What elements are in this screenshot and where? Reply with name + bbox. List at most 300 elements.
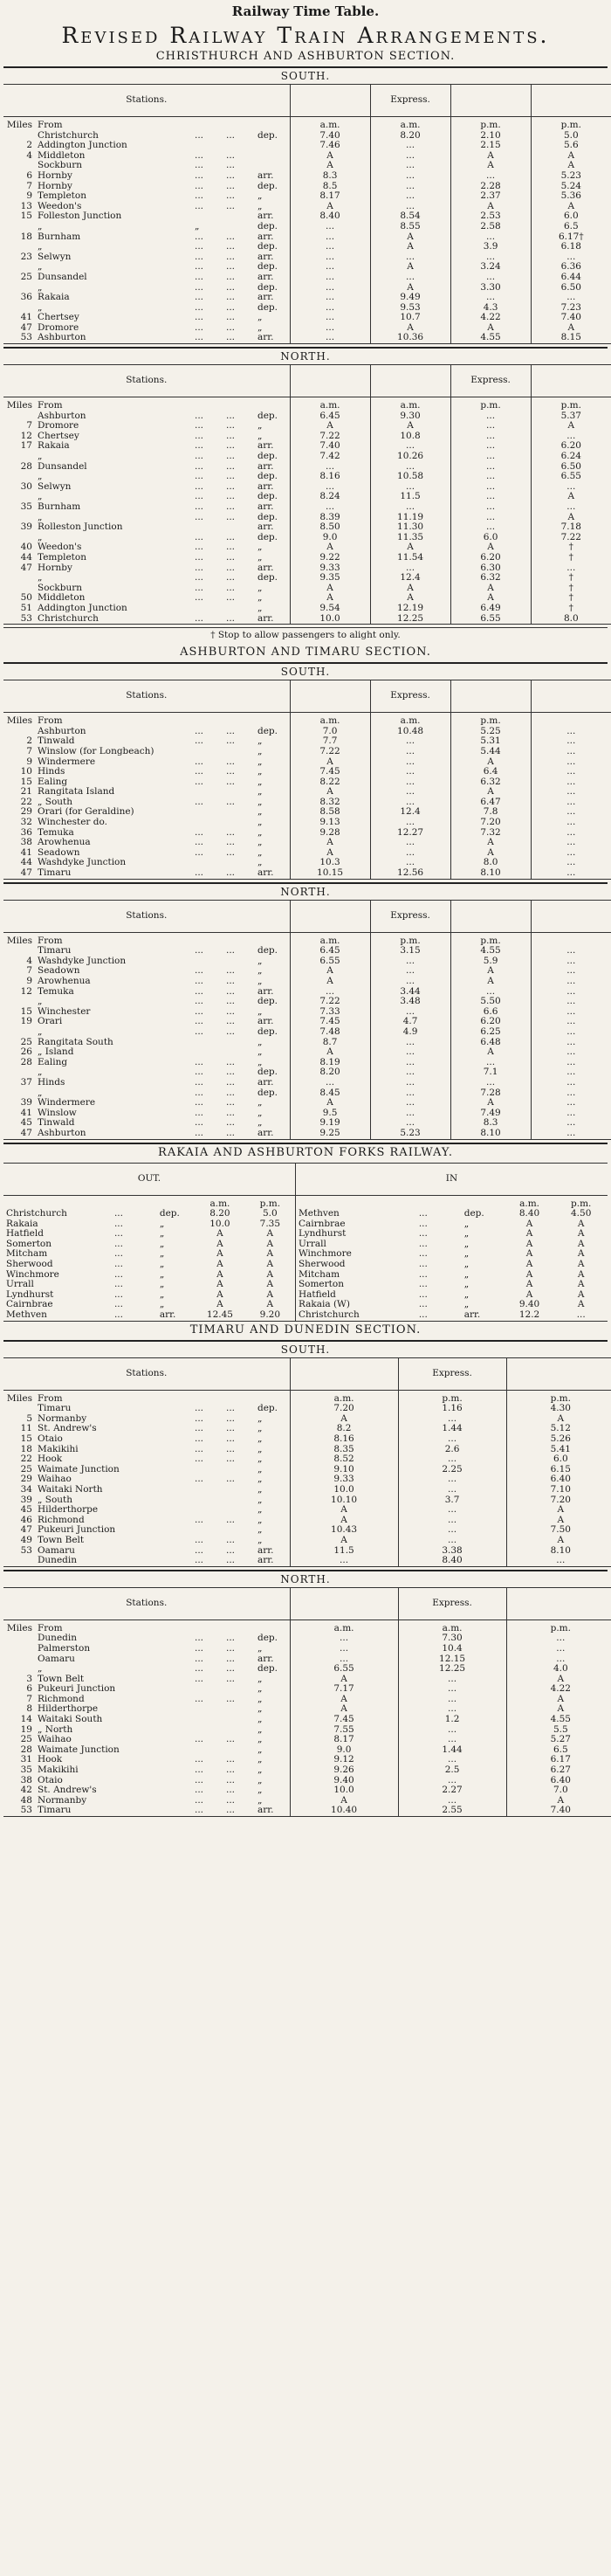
unit-cell: a.m. bbox=[370, 117, 450, 131]
time-cell: A bbox=[450, 593, 531, 604]
time-cell: 7.42 bbox=[290, 452, 370, 462]
table-row bbox=[3, 858, 611, 868]
filler-cell: ... bbox=[226, 130, 236, 141]
time-cell: ... bbox=[370, 1098, 450, 1108]
filler-cell: ... bbox=[195, 1654, 204, 1664]
time-cell: 2.53 bbox=[450, 211, 531, 222]
time-cell: 6.25 bbox=[450, 1027, 531, 1038]
time-cell: A bbox=[450, 202, 531, 212]
time-cell: 6.24 bbox=[531, 452, 611, 462]
miles-cell: 19 bbox=[20, 1017, 32, 1027]
filler-cell: ... bbox=[195, 1057, 204, 1067]
filler-cell: ... bbox=[195, 1088, 204, 1098]
station-cell: Christchurch bbox=[295, 1310, 415, 1321]
filler-cell: ... bbox=[226, 1077, 236, 1088]
miles-cell: 18 bbox=[20, 231, 32, 242]
miles-cell: Miles bbox=[6, 1622, 32, 1633]
column-header bbox=[531, 85, 611, 117]
time-cell: A bbox=[216, 1289, 223, 1300]
station-cell: Otaio bbox=[38, 1775, 63, 1785]
filler-cell: ... bbox=[226, 1643, 236, 1654]
time-cell: A bbox=[290, 584, 370, 594]
table-row bbox=[3, 397, 611, 411]
time-cell: 11.5 bbox=[290, 1546, 398, 1557]
column-header bbox=[450, 900, 531, 932]
table-row bbox=[3, 1654, 611, 1665]
miles-cell: Miles bbox=[6, 400, 32, 411]
time-cell: ... bbox=[450, 171, 531, 182]
miles-cell: 47 bbox=[20, 1525, 32, 1536]
filler-cell: ... bbox=[195, 1664, 204, 1675]
station-cell: Hinds bbox=[38, 1077, 65, 1088]
filler-cell: „ bbox=[257, 431, 263, 441]
table-row bbox=[3, 303, 611, 314]
filler-cell: dep. bbox=[257, 532, 278, 542]
time-cell: A bbox=[290, 1505, 398, 1516]
time-cell: ... bbox=[531, 747, 611, 757]
time-cell: ... bbox=[370, 141, 450, 151]
time-cell: A bbox=[525, 1280, 533, 1290]
time-cell: 5.44 bbox=[450, 747, 531, 757]
time-cell: A bbox=[370, 323, 450, 334]
filler-cell bbox=[255, 1390, 290, 1404]
time-cell: A bbox=[266, 1289, 274, 1300]
time-cell: 7.1 bbox=[450, 1067, 531, 1078]
headline: Revised Railway Train Arrangements. bbox=[61, 23, 550, 48]
miles-cell: 25 bbox=[20, 1735, 32, 1745]
time-cell: 8.15 bbox=[531, 333, 611, 343]
filler-cell bbox=[223, 117, 255, 131]
station-cell: Dromore bbox=[38, 322, 79, 333]
miles-cell: Miles bbox=[6, 120, 32, 130]
filler-cell: ... bbox=[195, 411, 204, 421]
filler-cell: ... bbox=[226, 726, 236, 736]
time-cell: 4.55 bbox=[506, 1715, 611, 1725]
filler-cell: ... bbox=[195, 1785, 204, 1796]
time-cell: A bbox=[370, 421, 450, 432]
table-row bbox=[3, 1755, 611, 1765]
unit-cell: a.m. bbox=[290, 932, 370, 946]
filler-cell bbox=[192, 1725, 223, 1736]
filler-cell: ... bbox=[226, 161, 236, 171]
filler-cell: „ bbox=[257, 1724, 263, 1735]
table-row bbox=[3, 573, 611, 584]
filler-cell: arr. bbox=[257, 502, 274, 512]
filler-cell: „ bbox=[257, 1474, 263, 1485]
miles-cell bbox=[3, 131, 35, 142]
station-cell: „ bbox=[38, 282, 43, 293]
station-cell: „ bbox=[38, 532, 43, 542]
time-cell: A bbox=[450, 977, 531, 987]
filler-cell: ... bbox=[226, 593, 236, 604]
time-cell: 6.45 bbox=[290, 411, 370, 422]
filler-cell: dep. bbox=[257, 302, 278, 313]
filler-cell: ... bbox=[195, 333, 204, 343]
filler-cell bbox=[192, 141, 223, 151]
time-cell: 6.17 bbox=[506, 1755, 611, 1765]
station-cell: Waimate Junction bbox=[38, 1464, 120, 1474]
filler-cell: „ bbox=[257, 1674, 263, 1684]
time-cell: ... bbox=[290, 262, 370, 273]
filler-cell: ... bbox=[195, 977, 204, 986]
column-header bbox=[531, 365, 611, 397]
time-cell: 6.44 bbox=[531, 273, 611, 283]
table-header bbox=[3, 365, 611, 397]
filler-cell: „ bbox=[257, 1037, 263, 1047]
table-row bbox=[3, 1047, 611, 1058]
station-cell: Tinwald bbox=[38, 1118, 75, 1129]
miles-cell: 36 bbox=[20, 293, 32, 303]
table-row bbox=[3, 1300, 608, 1310]
filler-cell: ... bbox=[226, 1755, 236, 1765]
miles-cell: 47 bbox=[20, 868, 32, 879]
table-row bbox=[3, 1434, 611, 1445]
filler-cell: ... bbox=[195, 1806, 204, 1816]
filler-cell: ... bbox=[195, 293, 204, 303]
filler-cell: ... bbox=[226, 252, 236, 262]
filler-cell: ... bbox=[113, 1249, 123, 1260]
filler-cell: dep. bbox=[257, 411, 278, 421]
filler-cell: ... bbox=[226, 542, 236, 553]
filler-cell bbox=[192, 957, 223, 967]
filler-cell bbox=[223, 1485, 255, 1495]
miles-cell bbox=[3, 1664, 35, 1675]
column-header bbox=[290, 1357, 398, 1390]
time-cell: ... bbox=[290, 273, 370, 283]
time-cell: 8.5 bbox=[290, 182, 370, 192]
miles-cell: 7 bbox=[26, 746, 32, 756]
column-header: Express. bbox=[398, 1357, 506, 1390]
station-cell: Waihao bbox=[38, 1735, 72, 1745]
filler-cell: ... bbox=[195, 421, 204, 432]
time-cell: 7.48 bbox=[290, 1027, 370, 1038]
time-cell: ... bbox=[370, 502, 450, 513]
filler-cell: „ bbox=[159, 1249, 165, 1260]
filler-cell: arr. bbox=[257, 272, 274, 282]
time-cell: 6.32 bbox=[450, 573, 531, 584]
time-cell: A bbox=[506, 1516, 611, 1526]
filler-cell: ... bbox=[195, 1556, 204, 1566]
filler-cell bbox=[192, 604, 223, 614]
time-cell: 7.45 bbox=[290, 767, 370, 777]
miles-cell: 18 bbox=[20, 1444, 32, 1454]
time-cell: 9.0 bbox=[290, 1745, 398, 1756]
stations-header: Stations. bbox=[3, 680, 290, 713]
time-cell: ... bbox=[398, 1434, 506, 1445]
filler-cell: ... bbox=[195, 191, 204, 202]
miles-cell: 38 bbox=[20, 1775, 32, 1785]
filler-cell: ... bbox=[418, 1239, 428, 1249]
section-rule bbox=[3, 1570, 608, 1571]
time-cell: ... bbox=[531, 838, 611, 848]
time-cell: ... bbox=[531, 1098, 611, 1108]
column-header bbox=[290, 900, 370, 932]
filler-cell: arr. bbox=[257, 1556, 274, 1566]
filler-cell: ... bbox=[195, 1118, 204, 1129]
filler-cell: ... bbox=[195, 1515, 204, 1525]
filler-cell: arr. bbox=[257, 211, 274, 222]
filler-cell: ... bbox=[226, 1785, 236, 1796]
filler-cell bbox=[223, 1038, 255, 1048]
filler-cell: ... bbox=[195, 1077, 204, 1088]
time-cell: 7.20 bbox=[506, 1495, 611, 1506]
time-cell: A bbox=[370, 232, 450, 243]
section-rule bbox=[3, 1143, 608, 1144]
station-cell: Rakaia bbox=[38, 441, 70, 452]
filler-cell: „ bbox=[257, 1434, 263, 1444]
time-cell: 12.27 bbox=[370, 828, 450, 839]
miles-cell: 28 bbox=[20, 1744, 32, 1755]
filler-cell: ... bbox=[226, 838, 236, 848]
miles-cell: 15 bbox=[20, 1434, 32, 1444]
time-cell: ... bbox=[531, 1007, 611, 1018]
time-cell: 12.25 bbox=[398, 1664, 506, 1675]
time-cell: 7.23 bbox=[531, 303, 611, 314]
filler-cell bbox=[255, 1619, 290, 1633]
miles-cell: 51 bbox=[20, 603, 32, 613]
miles-cell: 23 bbox=[20, 252, 32, 262]
miles-cell: 22 bbox=[20, 797, 32, 807]
filler-cell: ... bbox=[113, 1289, 123, 1300]
filler-cell: „ bbox=[257, 956, 263, 966]
station-cell: Waihao bbox=[38, 1474, 72, 1485]
time-cell: 8.20 bbox=[370, 131, 450, 142]
miles-cell bbox=[3, 1027, 35, 1038]
bottom-border bbox=[3, 344, 611, 345]
table-row bbox=[3, 1270, 608, 1281]
miles-cell: 3 bbox=[26, 1674, 32, 1684]
time-cell: 10.0 bbox=[290, 1785, 398, 1796]
filler-cell: ... bbox=[226, 231, 236, 242]
time-cell: ... bbox=[370, 1078, 450, 1088]
filler-cell: dep. bbox=[257, 492, 278, 502]
timetable-at-1 bbox=[3, 900, 611, 1140]
time-cell: 6.17† bbox=[531, 232, 611, 243]
time-cell: ... bbox=[398, 1474, 506, 1485]
time-cell: ... bbox=[531, 727, 611, 737]
table-row bbox=[3, 1619, 611, 1633]
miles-cell: 39 bbox=[20, 1098, 32, 1108]
time-cell: 5.36 bbox=[531, 191, 611, 202]
station-cell: Winchmore bbox=[295, 1249, 415, 1260]
time-cell: 10.36 bbox=[370, 333, 450, 343]
filler-cell bbox=[192, 807, 223, 818]
time-cell: A bbox=[450, 848, 531, 859]
time-cell: ... bbox=[450, 1078, 531, 1088]
station-cell: Templeton bbox=[38, 191, 86, 202]
station-cell: Hook bbox=[38, 1755, 63, 1765]
time-cell: ... bbox=[370, 273, 450, 283]
filler-cell: „ bbox=[257, 191, 263, 202]
filler-cell: „ bbox=[257, 1484, 263, 1495]
footnote: † Stop to allow passengers to alight only. bbox=[3, 627, 608, 640]
time-cell: ... bbox=[531, 1078, 611, 1088]
time-cell: A bbox=[290, 1796, 398, 1806]
time-cell: 6.55 bbox=[531, 472, 611, 482]
table-row bbox=[3, 1735, 611, 1745]
station-cell: „ bbox=[38, 1664, 43, 1675]
table-row bbox=[3, 848, 611, 859]
filler-cell: dep. bbox=[463, 1209, 484, 1219]
time-cell: 3.15 bbox=[370, 946, 450, 957]
station-cell: Hilderthorpe bbox=[38, 1505, 99, 1516]
time-cell: ... bbox=[531, 798, 611, 808]
station-cell: Sherwood bbox=[6, 1260, 53, 1270]
time-cell: A bbox=[290, 966, 370, 977]
table-row bbox=[3, 966, 611, 977]
station-cell: Methven bbox=[6, 1310, 47, 1321]
filler-cell: „ bbox=[257, 858, 263, 868]
station-cell: Selwyn bbox=[38, 252, 72, 262]
miles-cell: 30 bbox=[20, 481, 32, 492]
miles-cell bbox=[3, 997, 35, 1007]
time-cell: † bbox=[531, 593, 611, 604]
miles-cell: 31 bbox=[20, 1755, 32, 1765]
time-cell: A bbox=[531, 323, 611, 334]
miles-cell: 53 bbox=[20, 613, 32, 624]
section-rule bbox=[3, 66, 608, 68]
filler-cell: „ bbox=[257, 1775, 263, 1785]
time-cell: 6.6 bbox=[450, 1007, 531, 1018]
station-cell: Hornby bbox=[38, 170, 72, 181]
time-cell: 5.37 bbox=[531, 411, 611, 422]
station-cell: Washdyke Junction bbox=[38, 956, 127, 966]
table-row bbox=[3, 1249, 608, 1260]
time-cell: 8.17 bbox=[290, 1735, 398, 1745]
station-cell: „ bbox=[38, 302, 43, 313]
time-cell: A bbox=[290, 1047, 370, 1058]
station-cell: Christchurch bbox=[6, 1209, 67, 1219]
filler-cell: „ bbox=[257, 966, 263, 977]
time-cell: ... bbox=[398, 1525, 506, 1536]
station-cell: Folleston Junction bbox=[38, 211, 122, 222]
station-cell: Seadown bbox=[38, 847, 80, 858]
time-cell: A bbox=[577, 1300, 585, 1310]
filler-cell: ... bbox=[195, 1017, 204, 1027]
filler-cell bbox=[223, 713, 255, 727]
filler-cell: ... bbox=[195, 583, 204, 593]
time-cell: A bbox=[450, 323, 531, 334]
table-row bbox=[3, 1067, 611, 1078]
time-cell: 9.33 bbox=[290, 1474, 398, 1485]
filler-cell: ... bbox=[226, 1633, 236, 1644]
time-cell: 6.0 bbox=[450, 533, 531, 543]
filler-cell: ... bbox=[195, 302, 204, 313]
station-cell: Rolleston Junction bbox=[38, 522, 123, 533]
time-cell: 10.0 bbox=[290, 1485, 398, 1495]
filler-cell: „ bbox=[257, 1057, 263, 1067]
station-cell: Hornby bbox=[38, 181, 72, 191]
miles-cell: 40 bbox=[20, 542, 32, 553]
filler-cell bbox=[223, 1495, 255, 1506]
time-cell: A bbox=[290, 1704, 398, 1715]
table-row bbox=[3, 604, 611, 614]
column-header bbox=[370, 365, 450, 397]
time-cell: ... bbox=[531, 946, 611, 957]
station-cell: Waitaki South bbox=[38, 1715, 103, 1725]
filler-cell bbox=[192, 1047, 223, 1058]
miles-cell: 7 bbox=[26, 966, 32, 977]
filler-cell: ... bbox=[226, 1674, 236, 1684]
filler-cell: arr. bbox=[463, 1310, 481, 1321]
filler-cell: ... bbox=[226, 1474, 236, 1485]
time-cell: A bbox=[450, 1098, 531, 1108]
time-cell: ... bbox=[450, 472, 531, 482]
filler-cell: „ bbox=[257, 1765, 263, 1776]
filler-cell bbox=[192, 1525, 223, 1536]
filler-cell: ... bbox=[113, 1239, 123, 1249]
filler-cell: ... bbox=[195, 542, 204, 553]
time-cell: 2.5 bbox=[398, 1765, 506, 1776]
time-cell: 6.5 bbox=[531, 222, 611, 232]
station-cell: Rakaia bbox=[38, 293, 70, 303]
filler-cell: arr. bbox=[257, 1545, 274, 1556]
time-cell: ... bbox=[290, 1078, 370, 1088]
time-cell: ... bbox=[370, 1038, 450, 1048]
time-cell: ... bbox=[531, 736, 611, 747]
filler-cell: dep. bbox=[257, 452, 278, 462]
time-cell: 10.0 bbox=[290, 614, 370, 625]
table-row bbox=[3, 1108, 611, 1119]
time-cell: ... bbox=[531, 1038, 611, 1048]
time-cell: ... bbox=[398, 1505, 506, 1516]
time-cell: ... bbox=[398, 1776, 506, 1786]
filler-cell bbox=[255, 932, 290, 946]
filler-cell: ... bbox=[195, 573, 204, 584]
filler-cell: ... bbox=[113, 1269, 123, 1280]
time-cell: ... bbox=[398, 1704, 506, 1715]
miles-cell bbox=[3, 1067, 35, 1078]
miles-cell: 39 bbox=[20, 1495, 32, 1505]
miles-cell: 7 bbox=[26, 1694, 32, 1704]
unit-cell: p.m. bbox=[450, 117, 531, 131]
miles-cell: 44 bbox=[20, 552, 32, 563]
filler-cell: ... bbox=[195, 868, 204, 879]
filler-cell: ... bbox=[195, 242, 204, 252]
filler-cell bbox=[255, 397, 290, 411]
filler-cell: arr. bbox=[257, 170, 274, 181]
time-cell: 7.10 bbox=[506, 1485, 611, 1495]
time-cell: ... bbox=[370, 966, 450, 977]
filler-cell: ... bbox=[195, 272, 204, 282]
station-cell: From bbox=[38, 400, 63, 411]
station-cell: From bbox=[38, 1622, 63, 1633]
unit-cell: a.m. bbox=[370, 713, 450, 727]
filler-cell: dep. bbox=[257, 242, 278, 252]
section-heading: TIMARU AND DUNEDIN SECTION. bbox=[189, 1323, 422, 1336]
filler-cell bbox=[223, 604, 255, 614]
filler-cell bbox=[223, 1745, 255, 1756]
time-cell: 2.10 bbox=[450, 131, 531, 142]
time-cell: 11.54 bbox=[370, 553, 450, 563]
time-cell: A bbox=[266, 1229, 274, 1240]
filler-cell: ... bbox=[195, 756, 204, 767]
table-row bbox=[3, 1088, 611, 1099]
miles-cell bbox=[3, 472, 35, 482]
filler-cell: arr. bbox=[159, 1310, 176, 1321]
miles-cell bbox=[3, 242, 35, 252]
time-cell: ... bbox=[290, 283, 370, 294]
filler-cell bbox=[192, 1619, 223, 1633]
miles-cell: 32 bbox=[20, 818, 32, 828]
table-bottom bbox=[3, 879, 611, 880]
unit-cell bbox=[531, 713, 611, 727]
time-cell: A bbox=[577, 1229, 585, 1240]
filler-cell: ... bbox=[226, 797, 236, 807]
table-row bbox=[3, 1007, 611, 1018]
station-cell: Town Belt bbox=[38, 1674, 85, 1684]
filler-cell: „ bbox=[257, 1454, 263, 1465]
